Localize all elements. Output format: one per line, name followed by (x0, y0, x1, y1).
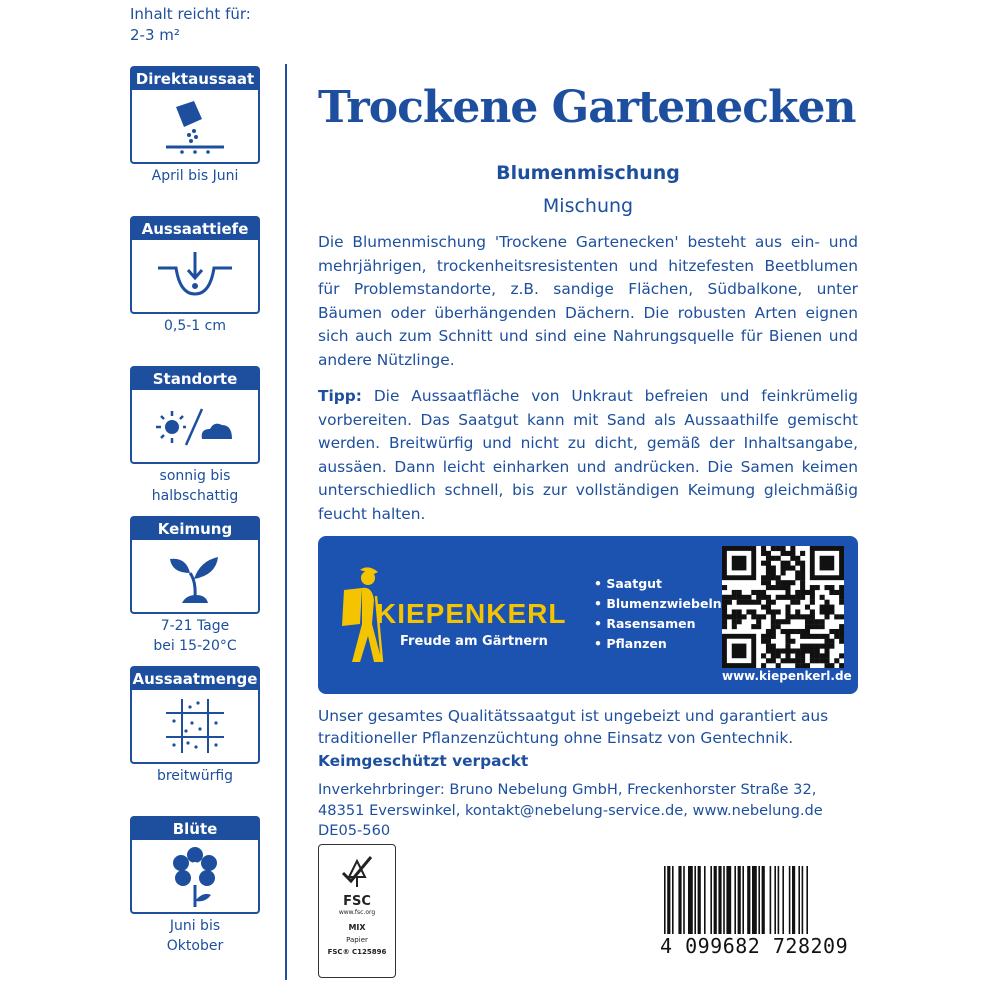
caption-line: Juni bis (169, 918, 221, 934)
distributor-info (318, 780, 858, 842)
info-box-standorte (130, 366, 260, 464)
info-box-title: Standorte (132, 368, 258, 390)
fsc-mix: MIX (348, 923, 366, 932)
fsc-label (318, 844, 396, 978)
brand-logo-text: KIEPENKERL (376, 598, 567, 629)
distributor-line: Inverkehrbringer: Bruno Nebelung GmbH, Freckenhorster Straße 32, (318, 781, 817, 798)
packaging-note: Keimgeschützt verpackt (318, 752, 529, 770)
coverage-label: Inhalt reicht für: (130, 5, 251, 23)
brand-tagline: Freude am Gärtnern (400, 634, 548, 649)
fsc-site: www.fsc.org (338, 909, 376, 916)
tip-text: Die Aussaatfläche von Unkraut befreien und feinkrümelig vorbereiten. Das Saatgut kann mit Sand als Aussaathilfe gemischt werden. Breitwürfig und nicht zu dicht, gemäß der Inhaltsangabe, aussäen. Dann leicht einharken und andrücken. Die Samen keimen unterschiedlich schnell, bis zur vollständigen Keimung gleichmäßig feucht halten. (318, 387, 858, 523)
sun-shade-icon (132, 390, 258, 462)
distributor-line: 48351 Everswinkel, kontakt@nebelung-service.de, www.nebelung.de (318, 801, 823, 819)
caption-line: April bis Juni (151, 168, 239, 184)
fsc-material: Papier (346, 936, 368, 944)
tip-label: Tipp: (318, 387, 362, 405)
caption-line: Oktober (166, 938, 224, 954)
seed-bag-icon (132, 90, 258, 162)
info-box-bluete (130, 816, 260, 914)
product-title: Trockene Gartenecken (318, 82, 856, 133)
info-caption (118, 316, 272, 336)
tip-paragraph (318, 385, 858, 527)
barcode-number: 4 099682 728209 (660, 934, 860, 958)
info-caption (118, 466, 272, 506)
info-box-title: Aussaatmenge (132, 670, 258, 688)
info-caption (118, 916, 272, 956)
grid-seeds-icon (132, 690, 258, 762)
caption-line: 0,5-1 cm (163, 318, 226, 334)
list-item: • Saatgut (594, 576, 663, 591)
fsc-code: FSC® C125896 (327, 948, 387, 956)
divider-line (285, 64, 287, 980)
caption-line: sonnig bis (159, 468, 231, 484)
sowing-depth-icon (132, 240, 258, 312)
caption-line: bei 15-20°C (153, 638, 237, 654)
info-box-direktaussaat (130, 66, 260, 164)
product-category: Blumenmischung (496, 162, 680, 184)
info-box-title: Aussaattiefe (132, 218, 258, 240)
product-description: Die Blumenmischung 'Trockene Gartenecken' besteht aus ein- und mehrjährigen, trockenheitsresistenten und hitzefesten Beetblumen für Problemstandorte, z.B. sandige Flächen, Südbalkone, unter Bäumen oder überhängenden Dächern. Die robusten Arten eignen sich auch zum Schnitt und sind eine Nahrungsquelle für Bienen und andere Nützlinge. (318, 233, 858, 369)
product-variety: Mischung (542, 195, 634, 217)
brand-url[interactable]: www.kiepenkerl.de (722, 669, 852, 683)
info-box-aussaattiefe (130, 216, 260, 314)
caption-line: breitwürfig (156, 768, 234, 784)
caption-line: 7-21 Tage (160, 618, 230, 634)
info-caption (118, 616, 272, 656)
info-box-aussaatmenge (130, 666, 260, 764)
flower-icon (132, 840, 258, 912)
info-box-title: Keimung (132, 518, 258, 540)
info-caption (118, 766, 272, 786)
caption-line: halbschattig (151, 488, 239, 504)
list-item: • Rasensamen (594, 616, 696, 631)
qr-code[interactable] (722, 546, 844, 668)
info-caption (118, 166, 272, 186)
info-box-title: Blüte (132, 818, 258, 840)
fsc-brand: FSC (343, 894, 371, 909)
info-box-keimung (130, 516, 260, 614)
quality-statement: Unser gesamtes Qualitätssaatgut ist ungebeizt und garantiert aus traditioneller Pflanzenzüchtung ohne Einsatz von Gentechnik. (318, 707, 829, 747)
qr-code-icon (722, 546, 844, 668)
brand-product-list (594, 574, 722, 654)
brand-banner (318, 536, 858, 694)
list-item: • Pflanzen (594, 636, 667, 651)
distributor-line: DE05-560 (318, 822, 391, 839)
coverage-value: 2-3 m² (130, 26, 180, 44)
fsc-tree-check-icon (337, 851, 377, 891)
coverage-note (130, 4, 251, 46)
info-box-title: Direktaussaat (132, 68, 258, 90)
seedling-icon (132, 540, 258, 612)
list-item: • Blumenzwiebeln (594, 596, 722, 611)
